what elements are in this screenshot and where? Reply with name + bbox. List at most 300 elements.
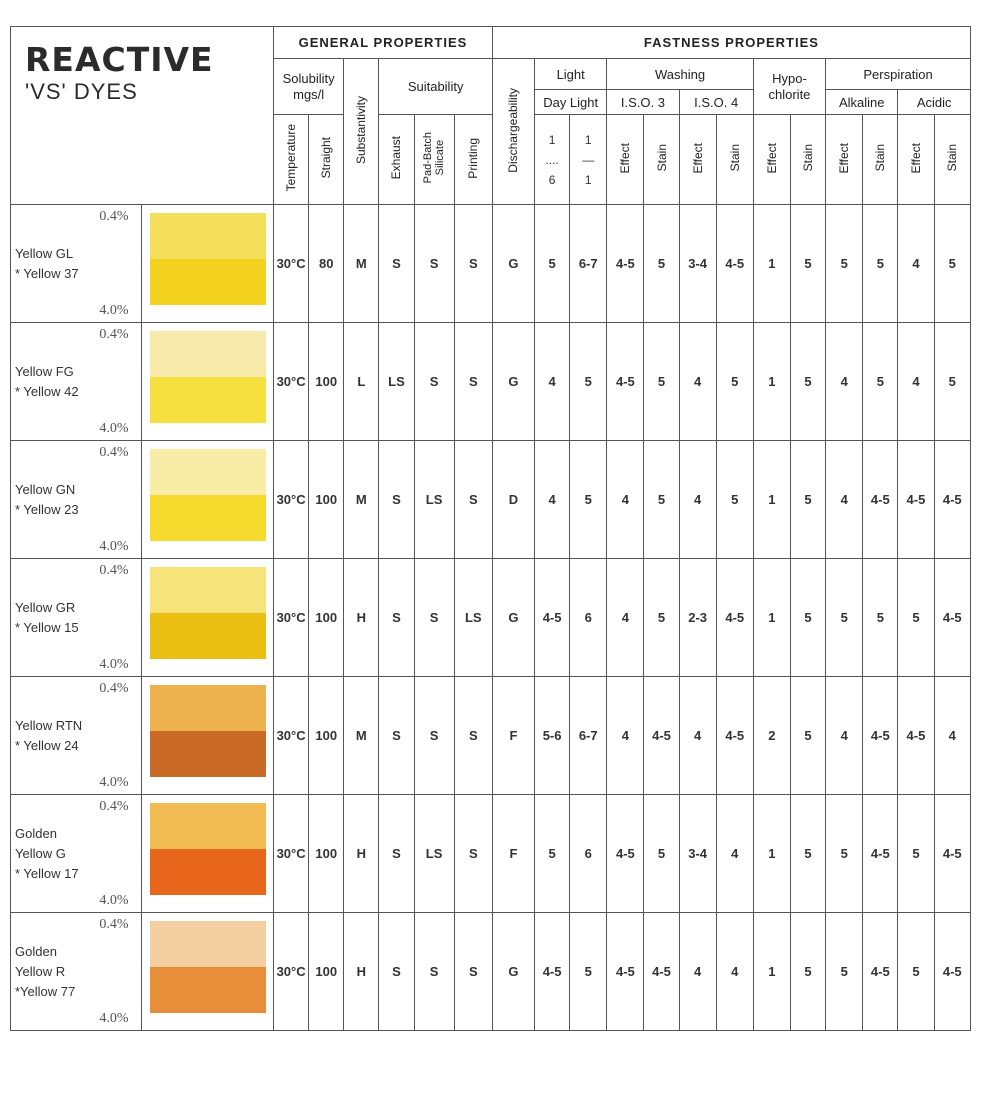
dye-ci-name: * Yellow 37 [15,265,79,281]
light-b-value [570,441,607,559]
scale-a-bot: 6 [548,172,556,187]
iso4-effect-text: 2-3 [688,610,708,625]
pad-batch-text: S [429,374,439,389]
iso3-effect-value [607,677,644,795]
hypochlorite-header [753,59,825,115]
dischargeability-text: F [509,728,518,743]
printing-value [454,795,492,913]
printing-value [454,913,492,1031]
exhaust-value [379,323,414,441]
iso4-stain-text: 5 [731,492,739,507]
pad-batch-value [414,913,454,1031]
stain-label: Stain [654,144,669,172]
hypo-effect-text: 1 [768,256,776,271]
alkaline-effect-text: 5 [840,610,848,625]
hypo-stain-header [790,115,825,205]
acidic-stain-text: 4-5 [942,964,962,979]
printing-value [454,205,492,323]
perspiration-header: Perspiration [826,59,971,90]
hypo-effect-value [753,913,790,1031]
swatch-0-4-percent [150,685,266,731]
dye-ci-name: * Yellow 24 [15,737,79,753]
acidic-stain-value [934,677,970,795]
substantivity-value [344,205,379,323]
hypo-stain-text: 5 [804,728,812,743]
concentration-high: 4.0% [99,303,129,318]
alkaline-effect-text: 4 [840,728,848,743]
dye-ci-name: * Yellow 15 [15,619,79,635]
light-a-value [535,323,570,441]
hypo-stain-value [790,441,825,559]
dischargeability-value [492,441,534,559]
temperature-text: 30°C [276,374,306,389]
acidic-stain-value [934,323,970,441]
iso4-effect-value [679,677,716,795]
dye-row [11,913,971,1031]
iso4-stain-text: 4-5 [725,610,745,625]
light-a-value [535,795,570,913]
iso3-stain-value [644,913,679,1031]
exhaust-text: S [392,728,401,743]
dye-name [15,362,79,402]
dye-row [11,323,971,441]
shade-swatch-cell [141,205,274,323]
straight-text: 100 [315,728,338,743]
dischargeability-text: G [508,256,519,271]
straight-value [309,795,344,913]
stain-label: Stain [801,144,816,172]
shade-swatch-cell [141,559,274,677]
iso3-stain-value [644,323,679,441]
alkaline-stain-value [863,559,898,677]
solubility-header [274,59,344,115]
exhaust-value [379,677,414,795]
temperature-text: 30°C [276,492,306,507]
acidic-stain-value [934,205,970,323]
dischargeability-value [492,795,534,913]
hypo-stain-value [790,795,825,913]
swatch-4-0-percent [150,967,266,1013]
hypo-stain-text: 5 [804,374,812,389]
iso3-effect-value [607,441,644,559]
shade-swatch-cell [141,913,274,1031]
concentration-low: 0.4% [99,799,129,814]
light-b-value [570,205,607,323]
concentration-high: 4.0% [99,421,129,436]
alkaline-stain-text: 5 [876,256,884,271]
pad-batch-value [414,323,454,441]
iso3-effect-text: 4-5 [615,846,635,861]
iso3-effect-value [607,323,644,441]
alkaline-stain-value [863,441,898,559]
swatch-4-0-percent [150,613,266,659]
alkaline-effect-value [826,205,863,323]
swatch-4-0-percent [150,259,266,305]
pad-batch-value [414,559,454,677]
straight-label: Straight [319,137,334,179]
exhaust-text: LS [388,374,405,389]
dischargeability-value [492,677,534,795]
dye-name-cell [11,441,142,559]
printing-text: LS [464,610,482,625]
dischargeability-value [492,913,534,1031]
straight-value [309,677,344,795]
light-b-value [570,559,607,677]
hypo-stain-value [790,913,825,1031]
alkaline-effect-value [826,559,863,677]
alkaline-stain-value [863,677,898,795]
exhaust-value [379,441,414,559]
iso3-effect-text: 4 [621,728,629,743]
iso4-stain-text: 4 [731,846,739,861]
hypo-stain-value [790,559,825,677]
stain-label: Stain [873,144,888,172]
swatch-4-0-percent [150,731,266,777]
hypo-stain-text: 5 [804,846,812,861]
acidic-stain-value [934,559,970,677]
acidic-stain-text: 5 [948,256,956,271]
swatch-0-4-percent [150,449,266,495]
light-b-text: 5 [584,374,592,389]
fastness-properties-header: FASTNESS PROPERTIES [492,27,970,59]
straight-text: 100 [315,964,338,979]
brand-title: REACTIVE [25,40,214,79]
temperature-text: 30°C [276,964,306,979]
dye-name-cell [11,677,142,795]
temperature-text: 30°C [276,256,306,271]
substantivity-text: M [355,256,367,271]
iso4-effect-value [679,913,716,1031]
acidic-stain-value [934,441,970,559]
alkaline-effect-value [826,795,863,913]
iso3-stain-text: 5 [657,492,666,507]
iso4-stain-text: 4-5 [725,728,745,743]
scale-a-top: 1 [548,132,556,147]
acidic-effect-text: 5 [912,964,920,979]
light-a-value [535,677,570,795]
effect-label: Effect [837,142,852,174]
dye-name [15,716,82,756]
pad-batch-value [414,441,454,559]
exhaust-value [379,559,414,677]
concentration-high: 4.0% [99,539,129,554]
iso4-stain-text: 5 [731,374,739,389]
iso4-effect-value [679,559,716,677]
alkaline-stain-text: 5 [876,374,884,389]
effect-label: Effect [690,142,705,174]
alkaline-stain-text: 4-5 [870,728,890,743]
acidic-effect-value [898,559,934,677]
washing-header: Washing [607,59,754,90]
daylight-header: Day Light [535,90,607,115]
hypochlorite-label: Hypo- chlorite [768,70,811,102]
dye-chart-sheet [10,26,971,1038]
alkaline-stain-value [863,323,898,441]
hypo-effect-text: 1 [768,610,776,625]
alkaline-stain-value [863,913,898,1031]
shade-swatch-cell [141,677,274,795]
temperature-label: Temperature [284,124,299,192]
dye-properties-table [10,26,971,1031]
straight-text: 100 [315,846,338,861]
dye-name-line1: Yellow GL [15,245,74,261]
iso4-stain-value [716,323,753,441]
exhaust-text: S [392,610,401,625]
iso4-stain-header [716,115,753,205]
substantivity-value [344,441,379,559]
padbatch-line2: Silicate [434,140,447,176]
title-block [11,27,274,205]
substantivity-label: Substantivity [354,95,369,165]
hypo-effect-value [753,441,790,559]
acidic-effect-value [898,795,934,913]
dischargeability-label: Dischargeability [506,87,521,173]
concentration-low: 0.4% [99,209,129,224]
suitability-header: Suitability [379,59,492,115]
iso3-effect-text: 4-5 [615,964,635,979]
stain-label: Stain [727,144,742,172]
dye-name-cell [11,795,142,913]
light-a-text: 4 [548,374,556,389]
printing-text: S [468,374,478,389]
printing-text: S [468,964,478,979]
iso3-effect-value [607,913,644,1031]
straight-text: 100 [315,492,338,507]
acidic-stain-text: 5 [948,374,956,389]
light-scale-b [570,115,607,205]
dye-name-line1: Yellow RTN [15,717,83,733]
hypo-effect-header [753,115,790,205]
iso4-effect-text: 4 [694,374,702,389]
hypo-stain-value [790,323,825,441]
alkaline-effect-text: 5 [840,256,848,271]
pad-batch-text: S [429,728,439,743]
printing-value [454,323,492,441]
temperature-text: 30°C [276,728,306,743]
temperature-text: 30°C [276,846,306,861]
iso4-effect-value [679,205,716,323]
printing-header [454,115,492,205]
alkaline-stain-value [863,795,898,913]
light-a-text: 4 [548,492,556,507]
light-b-value [570,323,607,441]
iso4-stain-text: 4 [731,964,739,979]
iso4-effect-value [679,323,716,441]
concentration-high: 4.0% [99,775,129,790]
straight-value [309,205,344,323]
iso3-stain-text: 4-5 [652,964,671,979]
substantivity-text: H [356,846,367,861]
dye-name [15,244,79,284]
iso3-stain-value [644,795,679,913]
padbatch-header [414,115,454,205]
iso3-stain-text: 5 [657,610,666,625]
dischargeability-text: F [509,846,518,861]
light-b-value [570,795,607,913]
light-scale-a [535,115,570,205]
alkaline-effect-header [826,115,863,205]
concentration-low: 0.4% [99,445,129,460]
acidic-effect-value [898,441,934,559]
dye-name-line1: Yellow FG [15,363,74,379]
iso4-effect-text: 4 [694,728,702,743]
scale-a-mid: .... [545,152,559,167]
iso4-effect-text: 4 [694,964,702,979]
dye-row [11,677,971,795]
light-a-value [535,205,570,323]
acidic-stain-header [934,115,970,205]
acidic-stain-text: 4-5 [942,846,962,861]
printing-value [454,677,492,795]
substantivity-header [344,59,379,205]
alkaline-stain-text: 4-5 [870,846,890,861]
dye-ci-name: * Yellow 23 [15,501,79,517]
acidic-stain-value [934,913,970,1031]
swatch-4-0-percent [150,377,266,423]
dye-ci-name: *Yellow 77 [15,983,76,999]
exhaust-header [379,115,414,205]
straight-text: 100 [315,374,338,389]
scale-b-top: 1 [584,132,592,147]
iso3-stain-text: 4-5 [652,728,671,743]
dye-name-line1: Golden [15,825,57,841]
straight-value [309,441,344,559]
acidic-stain-text: 4-5 [942,492,962,507]
pad-batch-text: S [429,256,439,271]
scale-b-bot: 1 [584,172,592,187]
light-b-text: 6 [584,846,592,861]
substantivity-text: M [355,728,367,743]
acidic-effect-text: 4-5 [906,492,926,507]
iso3-stain-value [644,205,679,323]
pad-batch-value [414,795,454,913]
substantivity-value [344,559,379,677]
hypo-stain-text: 5 [804,610,812,625]
iso3-effect-value [607,205,644,323]
brand-subtitle: 'VS' DYES [25,79,138,104]
acidic-effect-text: 5 [912,846,920,861]
iso3-stain-value [644,441,679,559]
swatch-0-4-percent [150,803,266,849]
dischargeability-text: G [508,610,519,625]
alkaline-effect-text: 4 [840,492,848,507]
straight-value [309,913,344,1031]
acidic-stain-text: 4-5 [942,610,962,625]
iso4-stain-value [716,559,753,677]
temperature-value [274,323,309,441]
iso4-effect-text: 3-4 [688,846,708,861]
dischargeability-value [492,205,534,323]
iso4-effect-text: 3-4 [688,256,708,271]
dye-name-line2: Yellow G [15,845,66,861]
pad-batch-value [414,677,454,795]
padbatch-label [422,132,446,183]
pad-batch-text: LS [425,492,443,507]
hypo-effect-value [753,323,790,441]
iso4-stain-value [716,441,753,559]
hypo-effect-value [753,795,790,913]
alkaline-stain-text: 4-5 [870,492,890,507]
light-a-value [535,913,570,1031]
straight-text: 100 [315,610,338,625]
light-b-value [570,677,607,795]
light-b-text: 5 [584,492,592,507]
exhaust-text: S [392,964,401,979]
alkaline-stain-header [863,115,898,205]
scale-b-mid: — [582,152,595,167]
acidic-effect-text: 5 [912,610,920,625]
printing-text: S [468,492,478,507]
dischargeability-header [492,59,534,205]
printing-label: Printing [466,137,481,179]
iso4-effect-header [679,115,716,205]
dye-row [11,441,971,559]
exhaust-value [379,205,414,323]
concentration-high: 4.0% [99,1011,129,1026]
acidic-effect-value [898,913,934,1031]
iso3-header: I.S.O. 3 [607,90,679,115]
general-properties-header: GENERAL PROPERTIES [274,27,493,59]
dye-name-cell [11,205,142,323]
dye-name-line1: Yellow GR [15,599,76,615]
alkaline-effect-text: 5 [840,846,848,861]
alkaline-effect-value [826,323,863,441]
alkaline-stain-text: 5 [876,610,884,625]
substantivity-value [344,677,379,795]
dye-name-cell [11,913,142,1031]
dye-name [15,598,79,638]
dye-name-cell [11,323,142,441]
alkaline-effect-text: 5 [840,964,848,979]
light-b-text: 6-7 [578,256,598,271]
straight-value [309,323,344,441]
dye-name-line1: Yellow GN [15,481,76,497]
hypo-effect-value [753,559,790,677]
iso4-stain-value [716,205,753,323]
straight-value [309,559,344,677]
printing-text: S [468,846,478,861]
dischargeability-text: D [508,492,519,507]
dye-name [15,942,75,1002]
substantivity-text: H [356,964,367,979]
hypo-stain-text: 5 [804,492,812,507]
dye-name-cell [11,559,142,677]
acidic-effect-value [898,205,934,323]
dischargeability-value [492,323,534,441]
light-b-text: 6-7 [578,728,598,743]
iso4-effect-value [679,795,716,913]
acidic-header: Acidic [898,90,971,115]
temperature-value [274,913,309,1031]
swatch-0-4-percent [150,331,266,377]
dye-name-line1: Golden [15,943,57,959]
hypo-effect-text: 1 [768,492,776,507]
iso4-effect-text: 4 [694,492,702,507]
exhaust-value [379,795,414,913]
iso3-stain-value [644,677,679,795]
hypo-effect-text: 1 [768,964,776,979]
iso3-effect-text: 4 [621,610,629,625]
iso3-effect-text: 4-5 [615,374,635,389]
hypo-effect-text: 1 [768,374,776,389]
temperature-value [274,795,309,913]
pad-batch-text: LS [425,846,443,861]
dischargeability-text: G [508,374,519,389]
alkaline-effect-value [826,913,863,1031]
hypo-stain-value [790,205,825,323]
substantivity-text: L [357,374,366,389]
temperature-value [274,441,309,559]
